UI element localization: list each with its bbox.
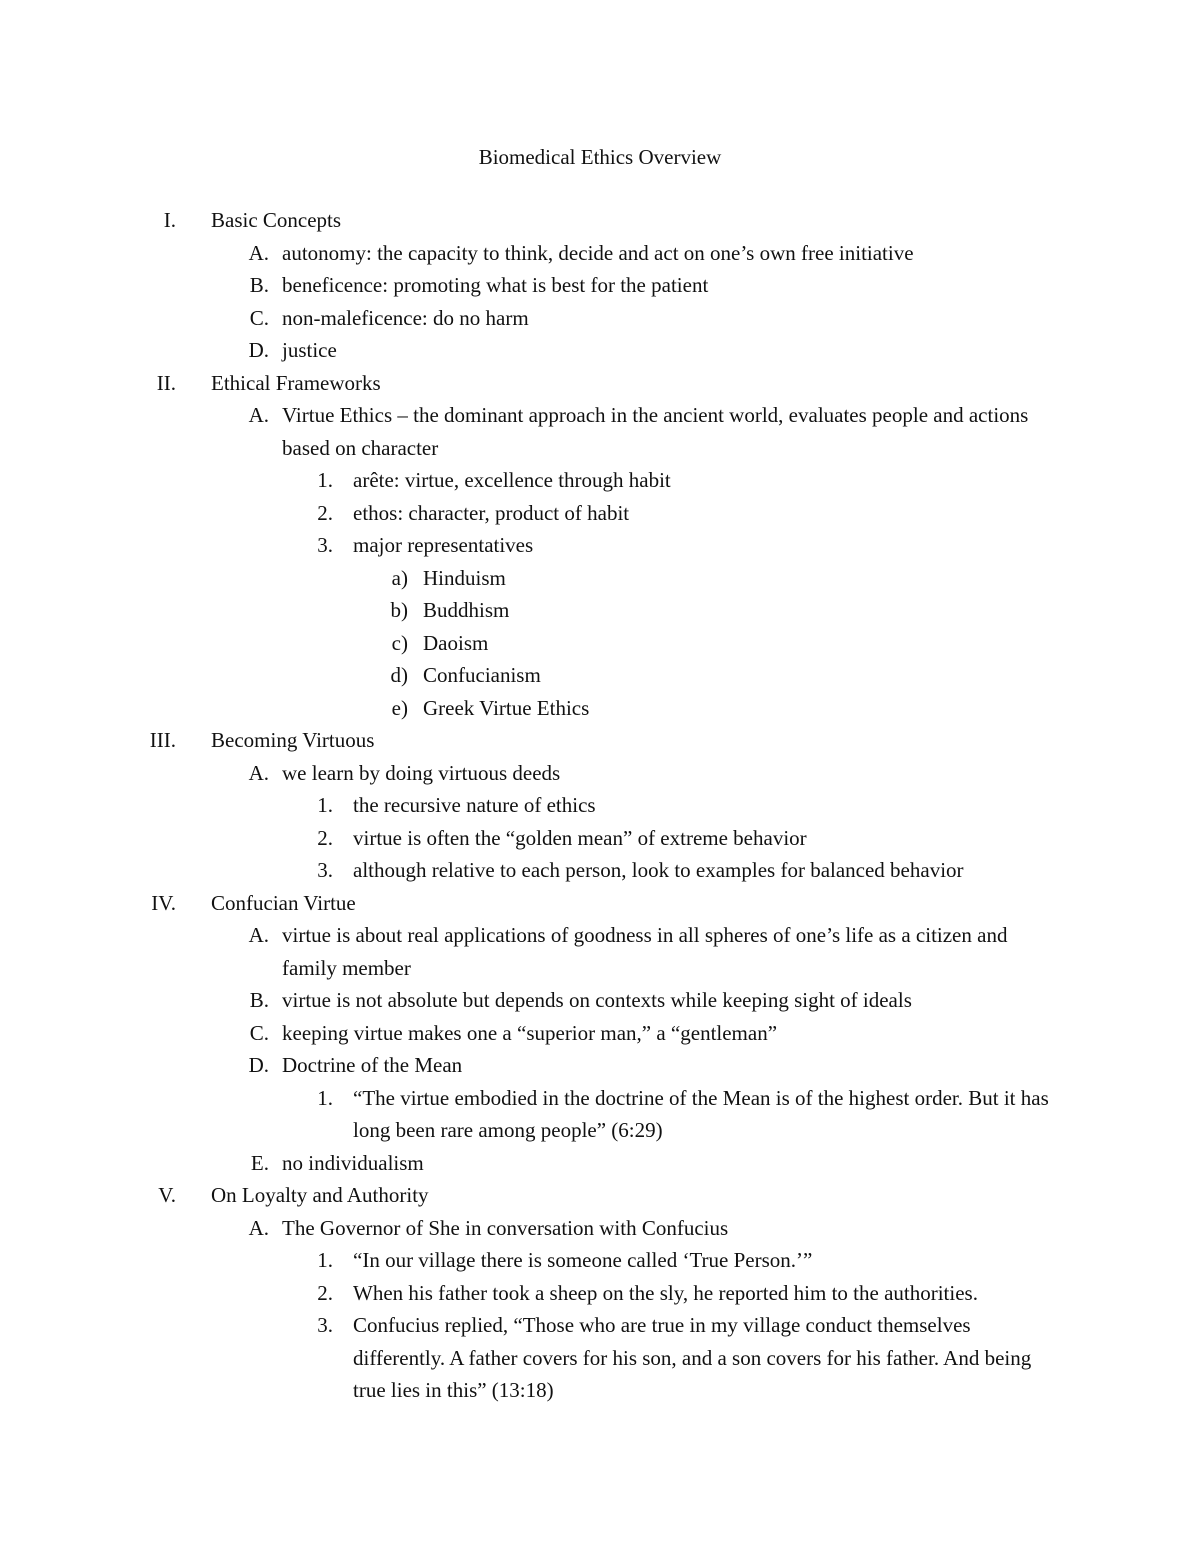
outline-marker: E. <box>250 1150 269 1175</box>
document-title: Biomedical Ethics Overview <box>478 145 722 169</box>
outline-marker: I. <box>163 208 176 232</box>
outline-text: keeping virtue makes one a “superior man,” a “gentleman” <box>282 1020 778 1045</box>
outline-marker: B. <box>249 273 269 297</box>
outline-item-level-2 <box>0 269 1200 302</box>
outline-text: “In our village there is someone called ‘True Person.’” <box>353 1248 813 1272</box>
outline-text: Daoism <box>423 630 489 655</box>
outline-marker: B. <box>249 988 269 1012</box>
outline-item-level-2 <box>0 919 1200 984</box>
outline-item-level-3 <box>0 789 1200 822</box>
outline-item-level-4 <box>0 627 1200 660</box>
outline-text: Becoming Virtuous <box>211 728 375 752</box>
outline-item-level-2 <box>0 1017 1200 1050</box>
outline-text: virtue is not absolute but depends on contexts while keeping sight of ideals <box>282 988 912 1012</box>
outline-marker: D. <box>248 1053 269 1077</box>
outline-text: arête: virtue, excellence through habit <box>353 468 671 492</box>
outline-item-level-3 <box>0 1277 1200 1310</box>
outline-item-level-2 <box>0 237 1200 270</box>
outline-text: autonomy: the capacity to think, decide and act on one’s own free initiative <box>282 240 914 265</box>
outline-item-level-3 <box>0 464 1200 497</box>
outline-text: virtue is about real applications of goodness in all spheres of one’s life as a citizen and family member <box>282 923 1008 980</box>
outline-text: The Governor of She in conversation with Confucius <box>282 1215 729 1240</box>
outline-item-level-2 <box>0 302 1200 335</box>
outline-text: although relative to each person, look to examples for balanced behavior <box>353 858 964 882</box>
outline-item-level-4 <box>0 594 1200 627</box>
outline-marker: b) <box>390 598 408 622</box>
outline-item-level-3 <box>0 822 1200 855</box>
outline-marker: 3. <box>317 533 333 557</box>
outline-item-level-2 <box>0 334 1200 367</box>
outline-marker: III. <box>149 728 176 752</box>
outline-item-level-2 <box>0 1147 1200 1180</box>
outline-item-level-3 <box>0 1082 1200 1147</box>
outline-text: When his father took a sheep on the sly, he reported him to the authorities. <box>353 1280 978 1305</box>
outline-item-level-1 <box>0 367 1200 400</box>
outline-text: Hinduism <box>423 565 506 590</box>
outline-text: Doctrine of the Mean <box>282 1053 463 1077</box>
outline-item-level-3 <box>0 854 1200 887</box>
outline-text: Ethical Frameworks <box>211 370 381 395</box>
outline-text: no individualism <box>282 1150 424 1175</box>
outline-item-level-1 <box>0 887 1200 920</box>
outline-text: Confucian Virtue <box>211 890 356 915</box>
outline-text: Basic Concepts <box>211 208 342 232</box>
outline-item-level-1 <box>0 204 1200 237</box>
outline-text: Virtue Ethics – the dominant approach in the ancient world, evaluates people and actions based on character <box>282 403 1029 460</box>
outline-list <box>0 204 1200 1407</box>
outline-item-level-3 <box>0 497 1200 530</box>
outline-item-level-2 <box>0 1049 1200 1082</box>
outline-text: virtue is often the “golden mean” of extreme behavior <box>353 825 807 850</box>
outline-text: the recursive nature of ethics <box>353 793 596 817</box>
outline-marker: 1. <box>317 468 333 492</box>
outline-text: we learn by doing virtuous deeds <box>282 760 561 785</box>
outline-text: Buddhism <box>423 598 510 622</box>
outline-text: non-maleficence: do no harm <box>282 305 529 330</box>
outline-item-level-1 <box>0 724 1200 757</box>
outline-text: beneficence: promoting what is best for the patient <box>282 273 709 297</box>
outline-text: ethos: character, product of habit <box>353 500 630 525</box>
outline-marker: A. <box>248 403 269 427</box>
outline-text: Confucianism <box>423 663 541 687</box>
outline-marker: C. <box>249 305 269 330</box>
outline-marker: c) <box>391 630 408 655</box>
outline-marker: IV. <box>151 890 176 915</box>
outline-marker: 1. <box>317 1085 333 1110</box>
outline-item-level-3 <box>0 529 1200 562</box>
outline-marker: 3. <box>317 858 333 882</box>
outline-text: On Loyalty and Authority <box>211 1183 429 1207</box>
outline-marker: A. <box>248 1215 269 1240</box>
outline-item-level-2 <box>0 399 1200 464</box>
outline-marker: C. <box>249 1020 269 1045</box>
outline-marker: a) <box>391 565 408 590</box>
outline-item-level-4 <box>0 692 1200 725</box>
outline-item-level-1 <box>0 1179 1200 1212</box>
outline-marker: A. <box>248 760 269 785</box>
outline-text: Greek Virtue Ethics <box>423 695 590 720</box>
outline-marker: 1. <box>317 793 333 817</box>
outline-marker: e) <box>391 695 408 720</box>
outline-marker: 2. <box>317 1280 333 1305</box>
outline-item-level-3 <box>0 1309 1200 1407</box>
outline-item-level-4 <box>0 562 1200 595</box>
outline-item-level-4 <box>0 659 1200 692</box>
outline-marker: 2. <box>317 825 333 850</box>
outline-marker: A. <box>248 923 269 947</box>
outline-text: justice <box>282 338 337 362</box>
outline-marker: 1. <box>317 1248 333 1272</box>
outline-item-level-2 <box>0 984 1200 1017</box>
outline-item-level-3 <box>0 1244 1200 1277</box>
outline-item-level-2 <box>0 1212 1200 1245</box>
outline-text: major representatives <box>353 533 534 557</box>
outline-marker: V. <box>158 1183 176 1207</box>
outline-marker: A. <box>248 240 269 265</box>
outline-marker: II. <box>156 370 176 395</box>
outline-item-level-2 <box>0 757 1200 790</box>
outline-marker: 2. <box>317 500 333 525</box>
outline-text: Confucius replied, “Those who are true in my village conduct themselves differently. A father covers for his son, and a son covers for his father. And being true lies in this” (13:18) <box>353 1313 1032 1402</box>
outline-text: “The virtue embodied in the doctrine of the Mean is of the highest order. But it has long been rare among people” (6:29) <box>353 1085 1049 1142</box>
outline-marker: D. <box>248 338 269 362</box>
outline-marker: d) <box>390 663 408 687</box>
outline-marker: 3. <box>317 1313 333 1337</box>
